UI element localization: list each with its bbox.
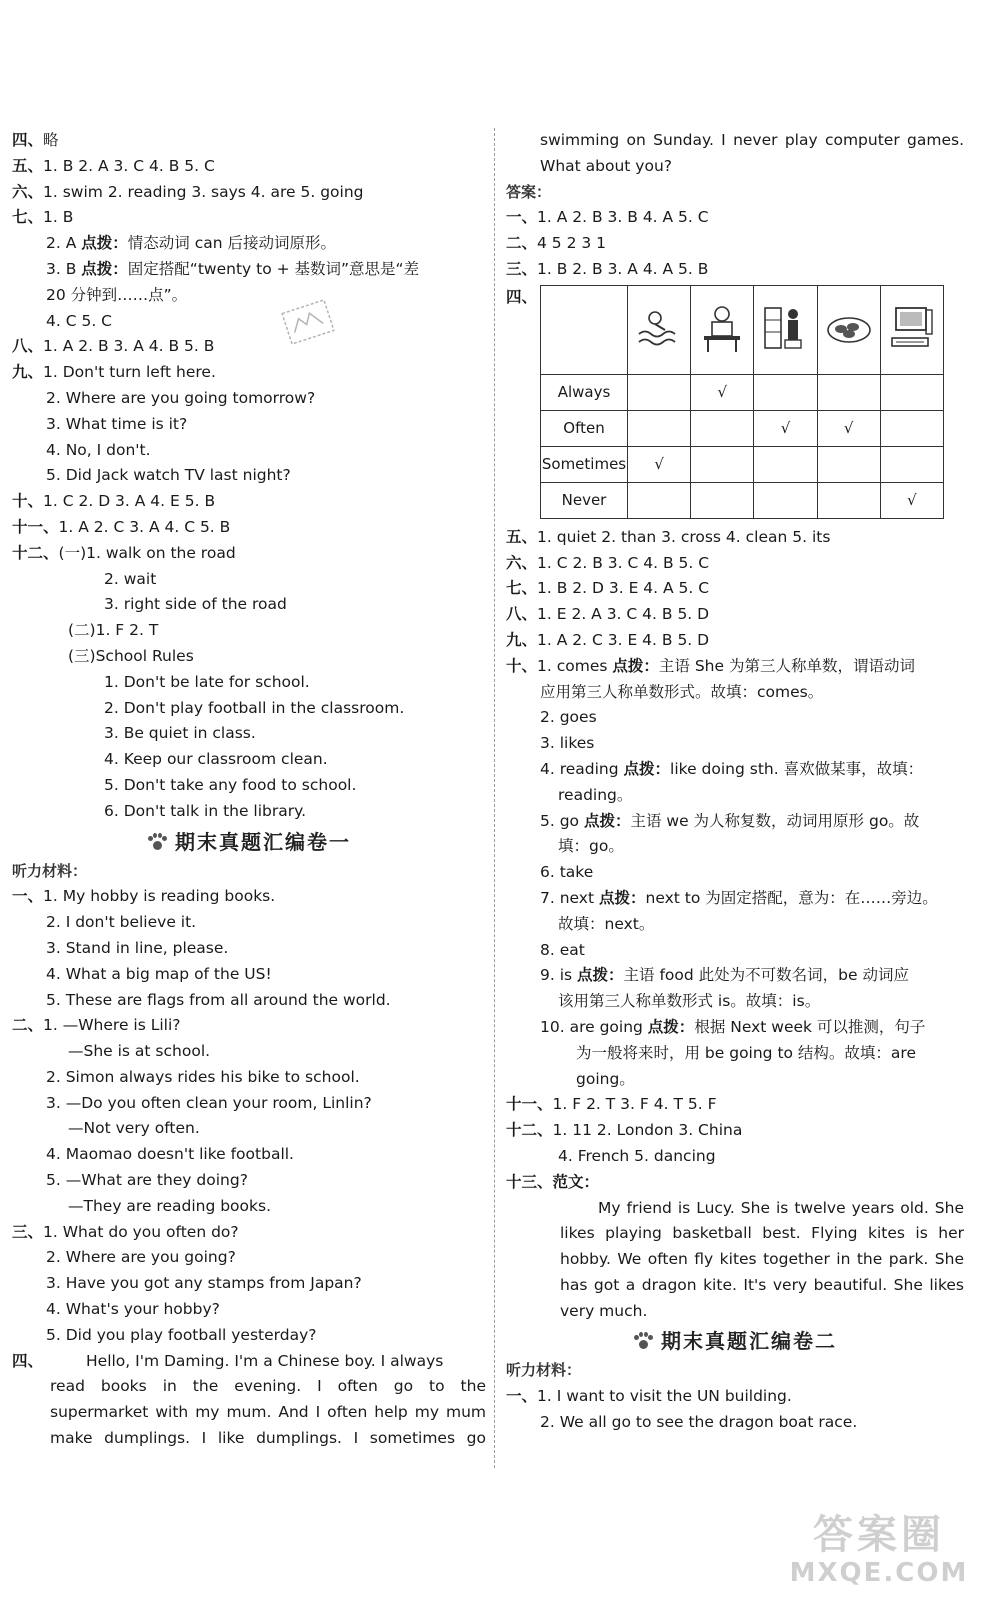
answer-line: 十二、1. 11 2. London 3. China — [506, 1121, 743, 1140]
row-label: Never — [541, 482, 628, 518]
answer-line: 九、1. A 2. C 3. E 4. B 5. D — [506, 630, 710, 649]
picture-cell — [880, 285, 943, 374]
answer-line: 五、1. quiet 2. than 3. cross 4. clean 5. its — [506, 527, 831, 546]
answer-line: 该用第三人称单数形式 is。故填：is。 — [558, 992, 821, 1011]
left-column — [12, 128, 486, 1452]
passage-line: What about you? — [540, 156, 673, 175]
picture-row — [541, 285, 944, 374]
answer-line: 2. goes — [540, 708, 597, 727]
check-cell — [817, 374, 880, 410]
reading-icon — [698, 300, 746, 356]
answer-line: 十三、范文： — [506, 1172, 600, 1191]
check-cell: √ — [628, 446, 691, 482]
shopping-icon — [761, 300, 809, 356]
answer-line: 二、1. —Where is Lili? — [12, 1016, 181, 1035]
answer-line: 9. is 点拨：主语 food 此处为不可数名词，be 动词应 — [540, 966, 909, 985]
answer-line: 3. —Do you often clean your room, Linlin? — [46, 1093, 372, 1112]
answers-label: 答案： — [506, 182, 552, 201]
answer-line: —Not very often. — [68, 1119, 200, 1138]
answer-line: 4. reading 点拨：like doing sth. 喜欢做某事，故填： — [540, 759, 924, 778]
answer-line: 五、1. B 2. A 3. C 4. B 5. C — [12, 156, 215, 175]
essay-line: hobby. We often fly kites together in the park. She — [560, 1250, 964, 1269]
answer-line: 三、1. What do you often do? — [12, 1222, 239, 1241]
picture-cell — [691, 285, 754, 374]
answer-line: 3. Stand in line, please. — [46, 938, 229, 957]
answer-line: 三、1. B 2. B 3. A 4. A 5. B — [506, 259, 709, 278]
table-row — [541, 482, 944, 518]
answer-line: 4. French 5. dancing — [558, 1146, 716, 1165]
answer-line: 5. —What are they doing? — [46, 1171, 248, 1190]
frequency-table — [540, 285, 944, 519]
answer-line: 2. A 点拨：情态动词 can 后接动词原形。 — [46, 234, 336, 253]
picture-cell — [628, 285, 691, 374]
passage-line: read books in the evening. I often go to the — [50, 1377, 486, 1396]
answer-line: 八、1. E 2. A 3. C 4. B 5. D — [506, 605, 710, 624]
answer-line: 5. Did Jack watch TV last night? — [46, 466, 291, 485]
listening-label: 听力材料： — [12, 861, 88, 880]
answer-line: 2. Where are you going? — [46, 1248, 236, 1267]
answer-line: 2. We all go to see the dragon boat race. — [540, 1413, 858, 1432]
answer-line: 6. take — [540, 863, 594, 882]
answer-line: 九、1. Don't turn left here. — [12, 363, 216, 382]
answer-line: 2. wait — [104, 569, 157, 588]
answer-line: 20 分钟到……点”。 — [46, 285, 188, 304]
answer-line: 4. Keep our classroom clean. — [104, 750, 328, 769]
answer-line: 3. likes — [540, 734, 595, 753]
table-row — [541, 446, 944, 482]
answer-line: 六、1. C 2. B 3. C 4. B 5. C — [506, 553, 710, 572]
answer-line: 5. These are flags from all around the world. — [46, 990, 391, 1009]
column-divider — [494, 128, 495, 1468]
answer-line: 十一、1. F 2. T 3. F 4. T 5. F — [506, 1095, 717, 1114]
answer-line: 七、1. B — [12, 208, 74, 227]
answer-line: 3. Have you got any stamps from Japan? — [46, 1274, 362, 1293]
check-cell — [817, 446, 880, 482]
answer-line: 六、1. swim 2. reading 3. says 4. are 5. going — [12, 182, 364, 201]
answer-line: 十、1. comes 点拨：主语 She 为第三人称单数，谓语动词 — [506, 656, 915, 675]
check-cell — [880, 446, 943, 482]
check-cell — [691, 446, 754, 482]
check-cell — [628, 482, 691, 518]
check-cell — [754, 446, 817, 482]
dumplings-icon — [825, 300, 873, 356]
corner-cell — [541, 285, 628, 374]
paw-icon — [633, 1332, 653, 1350]
answer-line: 5. Don't take any food to school. — [104, 775, 357, 794]
table-row — [541, 410, 944, 446]
check-cell — [628, 410, 691, 446]
answer-line: —She is at school. — [68, 1042, 211, 1061]
watermark: 答案圈 MXQE.COM — [789, 1512, 969, 1588]
answer-line: 6. Don't talk in the library. — [104, 801, 307, 820]
answer-line: reading。 — [558, 785, 633, 804]
row-label: Often — [541, 410, 628, 446]
answer-line: —They are reading books. — [68, 1196, 272, 1215]
section-title: 期末真题汇编卷一 — [12, 825, 486, 859]
check-cell: √ — [754, 410, 817, 446]
answer-line: 4. Maomao doesn't like football. — [46, 1145, 294, 1164]
check-cell — [880, 374, 943, 410]
answer-line: (三)School Rules — [68, 646, 194, 665]
passage-line: supermarket with my mum. And I often help my mum — [50, 1403, 486, 1422]
answer-line: 一、1. A 2. B 3. B 4. A 5. C — [506, 208, 709, 227]
answer-line: 7. next 点拨：next to 为固定搭配，意为：在……旁边。 — [540, 888, 938, 907]
check-cell — [691, 410, 754, 446]
answer-line: 十二、(一)1. walk on the road — [12, 543, 236, 562]
answer-line: 3. Be quiet in class. — [104, 724, 256, 743]
answer-line: 5. go 点拨：主语 we 为人称复数，动词用原形 go。故 — [540, 811, 920, 830]
frequency-table-block — [506, 285, 964, 519]
listening-label: 听力材料： — [506, 1361, 582, 1380]
answer-line: 2. Don't play football in the classroom. — [104, 698, 405, 717]
answer-line: 4. C 5. C — [46, 311, 113, 330]
check-cell — [754, 374, 817, 410]
right-column — [506, 128, 964, 1436]
check-cell — [880, 410, 943, 446]
answer-line: 为一般将来时，用 be going to 结构。故填：are — [576, 1043, 917, 1062]
table-row — [541, 374, 944, 410]
row-label: Sometimes — [541, 446, 628, 482]
picture-cell — [817, 285, 880, 374]
answer-line: 八、1. A 2. B 3. A 4. B 5. B — [12, 337, 215, 356]
computer-icon — [888, 300, 936, 356]
answer-line: 10. are going 点拨：根据 Next week 可以推测，句子 — [540, 1017, 926, 1036]
answer-line: 十、1. C 2. D 3. A 4. E 5. B — [12, 492, 216, 511]
answer-line: 2. Where are you going tomorrow? — [46, 388, 316, 407]
answer-line: 5. Did you play football yesterday? — [46, 1325, 317, 1344]
answer-line: (二)1. F 2. T — [68, 621, 159, 640]
answer-line: 1. Don't be late for school. — [104, 672, 310, 691]
answer-line: 4. No, I don't. — [46, 440, 151, 459]
answer-line: 3. B 点拨：固定搭配“twenty to + 基数词”意思是“差 — [46, 259, 420, 278]
passage-line: make dumplings. I like dumplings. I sometimes go — [50, 1429, 486, 1448]
answer-line: 四、 Hello, I'm Daming. I'm a Chinese boy. I always — [12, 1351, 444, 1370]
check-cell — [691, 482, 754, 518]
essay-line: very much. — [560, 1301, 648, 1320]
check-cell — [628, 374, 691, 410]
swimming-icon — [635, 300, 683, 356]
check-cell — [817, 482, 880, 518]
answer-line: 四、 — [506, 287, 538, 306]
essay-line: has got a dragon kite. It's very beautiful. She likes — [560, 1275, 964, 1294]
answer-line: 二、4 5 2 3 1 — [506, 234, 607, 253]
answer-line: 一、1. My hobby is reading books. — [12, 887, 276, 906]
answer-line: 2. I don't believe it. — [46, 913, 197, 932]
answer-line: 填：go。 — [558, 837, 624, 856]
answer-line: 应用第三人称单数形式。故填：comes。 — [540, 682, 824, 701]
check-cell — [754, 482, 817, 518]
row-label: Always — [541, 374, 628, 410]
answer-line: 四、略 — [12, 131, 59, 149]
check-cell: √ — [880, 482, 943, 518]
section-title: 期末真题汇编卷二 — [506, 1324, 964, 1358]
answer-line: 4. What a big map of the US! — [46, 964, 272, 983]
answer-line: 3. What time is it? — [46, 414, 188, 433]
answer-line: 8. eat — [540, 940, 585, 959]
answer-line: 4. What's your hobby? — [46, 1300, 220, 1319]
answer-line: going。 — [576, 1069, 635, 1088]
essay-line: likes playing basketball best. Flying kites is her — [560, 1224, 964, 1243]
essay-line: My friend is Lucy. She is twelve years old. She — [598, 1198, 964, 1217]
answer-line: 2. Simon always rides his bike to school. — [46, 1067, 360, 1086]
answer-line: 十一、1. A 2. C 3. A 4. C 5. B — [12, 517, 231, 536]
answer-line: 一、1. I want to visit the UN building. — [506, 1387, 792, 1406]
check-cell: √ — [817, 410, 880, 446]
check-cell: √ — [691, 374, 754, 410]
answer-line: 故填：next。 — [558, 914, 655, 933]
answer-line: 七、1. B 2. D 3. E 4. A 5. C — [506, 579, 710, 598]
picture-cell — [754, 285, 817, 374]
paw-icon — [147, 833, 167, 851]
answer-line: 3. right side of the road — [104, 595, 287, 614]
passage-line: swimming on Sunday. I never play computer games. — [540, 131, 964, 149]
